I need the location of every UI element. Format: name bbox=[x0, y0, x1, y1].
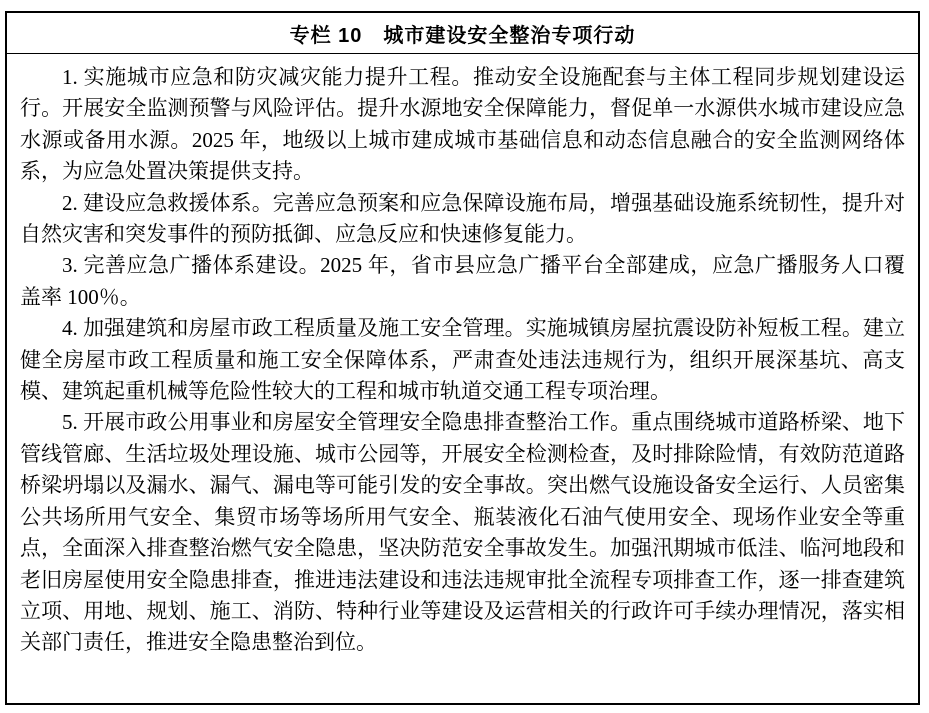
column-10-panel bbox=[5, 11, 920, 705]
paragraph-5: 5. 开展市政公用事业和房屋安全管理安全隐患排查整治工作。重点围绕城市道路桥梁、地下管线管廊、生活垃圾处理设施、城市公园等，开展安全检测检查，及时排除险情，有效防范道路桥梁坍塌以及漏水、漏气、漏电等可能引发的安全事故。突出燃气设施设备安全运行、人员密集公共场所用气安全、集贸市场等场所用气安全、瓶装液化石油气使用安全、现场作业安全等重点，全面深入排查整治燃气安全隐患，坚决防范安全事故发生。加强汛期城市低洼、临河地段和老旧房屋使用安全隐患排查，推进违法建设和违法违规审批全流程专项排查工作，逐一排查建筑立项、用地、规划、施工、消防、特种行业等建设及运营相关的行政许可手续办理情况，落实相关部门责任，推进安全隐患整治到位。 bbox=[20, 410, 905, 655]
panel-title: 专栏 10 城市建设安全整治专项行动 bbox=[7, 13, 918, 54]
paragraph-3: 3. 完善应急广播体系建设。2025 年，省市县应急广播平台全部建成，应急广播服务人口覆盖率 100％。 bbox=[20, 253, 905, 309]
paragraph-2: 2. 建设应急救援体系。完善应急预案和应急保障设施布局，增强基础设施系统韧性，提升对自然灾害和突发事件的预防抵御、应急反应和快速修复能力。 bbox=[20, 190, 905, 247]
paragraph-4: 4. 加强建筑和房屋市政工程质量及施工安全管理。实施城镇房屋抗震设防补短板工程。建立健全房屋市政工程质量和施工安全保障体系，严肃查处违法违规行为，组织开展深基坑、高支模、建筑起重机械等危险性较大的工程和城市轨道交通工程专项治理。 bbox=[20, 316, 905, 404]
paragraph-1: 1. 实施城市应急和防灾减灾能力提升工程。推动安全设施配套与主体工程同步规划建设运行。开展安全监测预警与风险评估。提升水源地安全保障能力，督促单一水源供水城市建设应急水源或备用水源。2025 年，地级以上城市建成城市基础信息和动态信息融合的安全监测网络体系，为应急处置决策提供支持。 bbox=[20, 65, 905, 184]
panel-body bbox=[7, 54, 918, 659]
